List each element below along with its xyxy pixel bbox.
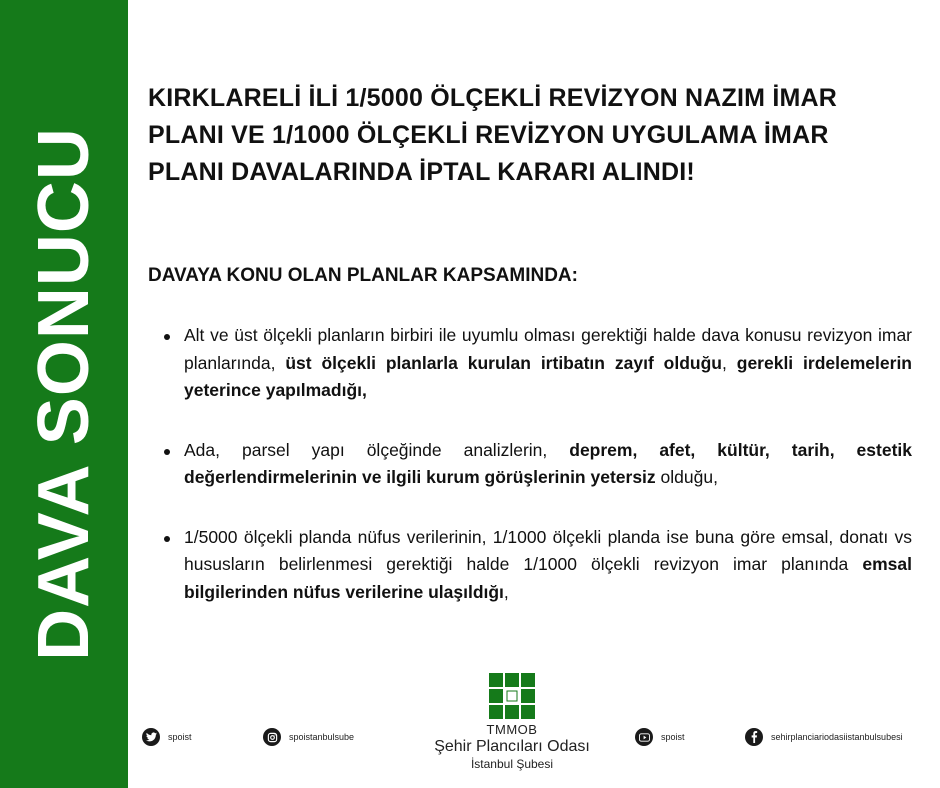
title-line-3: PLANI DAVALARINDA İPTAL KARARI ALINDI! bbox=[148, 158, 695, 186]
bullet-list bbox=[160, 322, 912, 638]
page-title bbox=[148, 80, 912, 191]
instagram-icon bbox=[263, 728, 281, 746]
twitter-icon bbox=[142, 728, 160, 746]
section-heading: DAVAYA KONU OLAN PLANLAR KAPSAMINDA: bbox=[148, 265, 578, 286]
facebook-link[interactable] bbox=[745, 728, 903, 746]
title-line-1: KIRKLARELİ İLİ 1/5000 ÖLÇEKLİ REVİZYON NAZIM İMAR bbox=[148, 84, 838, 112]
youtube-link[interactable] bbox=[635, 728, 685, 746]
facebook-icon bbox=[745, 728, 763, 746]
sidebar-title: DAVA SONUCU bbox=[24, 127, 104, 661]
twitter-link[interactable] bbox=[142, 728, 192, 746]
list-item: 1/5000 ölçekli planda nüfus verilerinin, 1/1000 ölçekli planda ise buna göre emsal, donatı vs hususların belirlenmesi gerektiği halde 1/1000 ölçekli revizyon imar planında emsal bilgilerinden nüfus verilerine ulaşıldığı, bbox=[160, 524, 912, 607]
twitter-handle: spoist bbox=[168, 732, 192, 742]
title-line-2: PLANI VE 1/1000 ÖLÇEKLİ REVİZYON UYGULAMA İMAR bbox=[148, 121, 829, 149]
list-item: Ada, parsel yapı ölçeğinde analizlerin, deprem, afet, kültür, tarih, estetik değerlendirmelerinin ve ilgili kurum görüşlerinin yetersiz olduğu, bbox=[160, 437, 912, 492]
instagram-link[interactable] bbox=[263, 728, 354, 746]
logo-line-3: İstanbul Şubesi bbox=[470, 757, 554, 771]
logo-line-1: TMMOB bbox=[486, 722, 538, 737]
youtube-handle: spoist bbox=[661, 732, 685, 742]
youtube-icon bbox=[635, 728, 653, 746]
logo-line-2: Şehir Plancıları Odası bbox=[434, 738, 590, 755]
sidebar-panel bbox=[0, 0, 128, 788]
instagram-handle: spoistanbulsube bbox=[289, 732, 355, 742]
tmmob-logo-icon bbox=[489, 673, 535, 719]
list-item: Alt ve üst ölçekli planların birbiri ile uyumlu olması gerektiği halde dava konusu revizyon imar planlarında, üst ölçekli planlarla kurulan irtibatın zayıf olduğu, gerekli irdelemelerin yeterince yapılmadığı, bbox=[160, 322, 912, 405]
organization-logo-text bbox=[400, 722, 624, 772]
facebook-handle: sehirplanciariodasiistanbulsubesi bbox=[771, 732, 903, 742]
